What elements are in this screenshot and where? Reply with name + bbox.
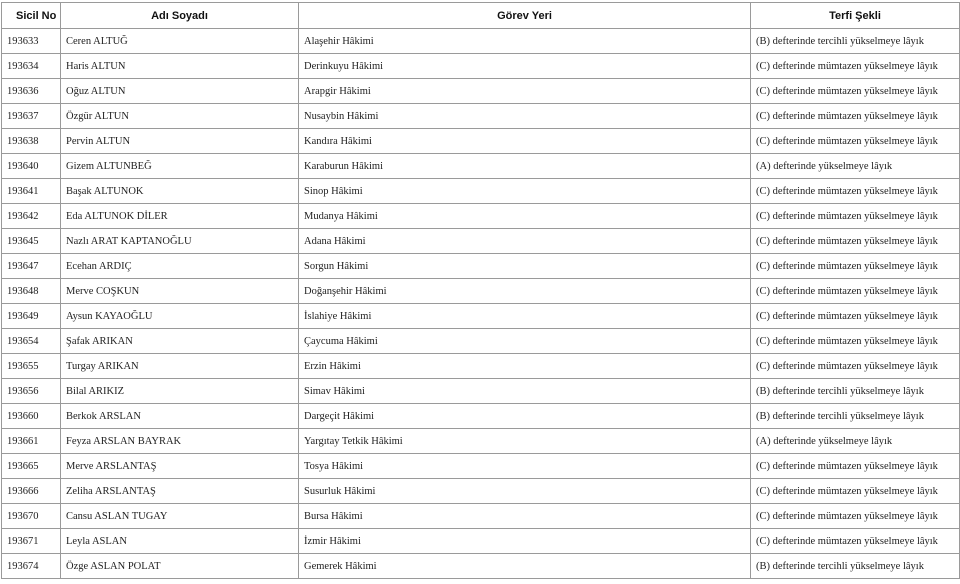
cell-terfi-sekli: (C) defterinde mümtazen yükselmeye lâyık [751,179,960,204]
cell-sicil-no: 193665 [2,454,61,479]
cell-sicil-no: 193636 [2,79,61,104]
cell-sicil-no: 193637 [2,104,61,129]
cell-gorev-yeri: Adana Hâkimi [299,229,751,254]
header-sicil-no: Sicil No [2,3,61,29]
table-row [2,479,960,504]
cell-terfi-sekli: (C) defterinde mümtazen yükselmeye lâyık [751,104,960,129]
cell-gorev-yeri: Dargeçit Hâkimi [299,404,751,429]
cell-terfi-sekli: (C) defterinde mümtazen yükselmeye lâyık [751,204,960,229]
cell-adi-soyadi: Merve ARSLANTAŞ [61,454,299,479]
header-gorev-yeri: Görev Yeri [299,3,751,29]
cell-gorev-yeri: Sorgun Hâkimi [299,254,751,279]
table-row [2,179,960,204]
table-row [2,254,960,279]
table-row [2,229,960,254]
cell-gorev-yeri: Arapgir Hâkimi [299,79,751,104]
cell-terfi-sekli: (C) defterinde mümtazen yükselmeye lâyık [751,79,960,104]
cell-sicil-no: 193648 [2,279,61,304]
cell-adi-soyadi: Berkok ARSLAN [61,404,299,429]
cell-sicil-no: 193661 [2,429,61,454]
cell-adi-soyadi: Leyla ASLAN [61,529,299,554]
cell-gorev-yeri: Çaycuma Hâkimi [299,329,751,354]
table-row [2,154,960,179]
cell-gorev-yeri: Tosya Hâkimi [299,454,751,479]
cell-adi-soyadi: Cansu ASLAN TUGAY [61,504,299,529]
cell-gorev-yeri: Doğanşehir Hâkimi [299,279,751,304]
cell-sicil-no: 193638 [2,129,61,154]
cell-gorev-yeri: Karaburun Hâkimi [299,154,751,179]
cell-sicil-no: 193660 [2,404,61,429]
cell-adi-soyadi: Nazlı ARAT KAPTANOĞLU [61,229,299,254]
cell-sicil-no: 193674 [2,554,61,579]
promotion-table [1,2,960,579]
cell-adi-soyadi: Turgay ARIKAN [61,354,299,379]
cell-gorev-yeri: Yargıtay Tetkik Hâkimi [299,429,751,454]
cell-terfi-sekli: (C) defterinde mümtazen yükselmeye lâyık [751,529,960,554]
cell-gorev-yeri: Simav Hâkimi [299,379,751,404]
table-row [2,54,960,79]
cell-sicil-no: 193656 [2,379,61,404]
table-row [2,504,960,529]
cell-sicil-no: 193642 [2,204,61,229]
table-row [2,429,960,454]
table-row [2,379,960,404]
cell-terfi-sekli: (C) defterinde mümtazen yükselmeye lâyık [751,129,960,154]
cell-terfi-sekli: (C) defterinde mümtazen yükselmeye lâyık [751,329,960,354]
cell-adi-soyadi: Özgür ALTUN [61,104,299,129]
cell-sicil-no: 193647 [2,254,61,279]
table-row [2,454,960,479]
table-row [2,79,960,104]
cell-adi-soyadi: Gizem ALTUNBEĞ [61,154,299,179]
header-adi-soyadi: Adı Soyadı [61,3,299,29]
table-row [2,529,960,554]
cell-gorev-yeri: İzmir Hâkimi [299,529,751,554]
table-row [2,554,960,579]
cell-adi-soyadi: Başak ALTUNOK [61,179,299,204]
cell-terfi-sekli: (C) defterinde mümtazen yükselmeye lâyık [751,254,960,279]
cell-sicil-no: 193645 [2,229,61,254]
cell-terfi-sekli: (C) defterinde mümtazen yükselmeye lâyık [751,504,960,529]
cell-terfi-sekli: (C) defterinde mümtazen yükselmeye lâyık [751,354,960,379]
table-row [2,129,960,154]
cell-terfi-sekli: (C) defterinde mümtazen yükselmeye lâyık [751,54,960,79]
table-row [2,279,960,304]
cell-sicil-no: 193666 [2,479,61,504]
cell-sicil-no: 193654 [2,329,61,354]
cell-gorev-yeri: Nusaybin Hâkimi [299,104,751,129]
cell-sicil-no: 193634 [2,54,61,79]
cell-gorev-yeri: Bursa Hâkimi [299,504,751,529]
cell-terfi-sekli: (C) defterinde mümtazen yükselmeye lâyık [751,454,960,479]
cell-adi-soyadi: Feyza ARSLAN BAYRAK [61,429,299,454]
cell-terfi-sekli: (C) defterinde mümtazen yükselmeye lâyık [751,279,960,304]
cell-adi-soyadi: Zeliha ARSLANTAŞ [61,479,299,504]
cell-adi-soyadi: Eda ALTUNOK DİLER [61,204,299,229]
cell-terfi-sekli: (B) defterinde tercihli yükselmeye lâyık [751,554,960,579]
cell-terfi-sekli: (C) defterinde mümtazen yükselmeye lâyık [751,229,960,254]
table-row [2,329,960,354]
cell-terfi-sekli: (B) defterinde tercihli yükselmeye lâyık [751,404,960,429]
cell-adi-soyadi: Aysun KAYAOĞLU [61,304,299,329]
table-row [2,404,960,429]
cell-gorev-yeri: İslahiye Hâkimi [299,304,751,329]
cell-terfi-sekli: (A) defterinde yükselmeye lâyık [751,429,960,454]
cell-terfi-sekli: (A) defterinde yükselmeye lâyık [751,154,960,179]
cell-gorev-yeri: Susurluk Hâkimi [299,479,751,504]
cell-adi-soyadi: Oğuz ALTUN [61,79,299,104]
cell-sicil-no: 193641 [2,179,61,204]
table-body [2,29,960,579]
cell-adi-soyadi: Merve COŞKUN [61,279,299,304]
cell-gorev-yeri: Gemerek Hâkimi [299,554,751,579]
cell-gorev-yeri: Derinkuyu Hâkimi [299,54,751,79]
table-row [2,204,960,229]
cell-adi-soyadi: Özge ASLAN POLAT [61,554,299,579]
cell-gorev-yeri: Alaşehir Hâkimi [299,29,751,54]
cell-gorev-yeri: Kandıra Hâkimi [299,129,751,154]
cell-sicil-no: 193671 [2,529,61,554]
cell-adi-soyadi: Ecehan ARDIÇ [61,254,299,279]
table-row [2,354,960,379]
cell-sicil-no: 193670 [2,504,61,529]
cell-sicil-no: 193633 [2,29,61,54]
cell-adi-soyadi: Haris ALTUN [61,54,299,79]
cell-gorev-yeri: Mudanya Hâkimi [299,204,751,229]
cell-terfi-sekli: (C) defterinde mümtazen yükselmeye lâyık [751,479,960,504]
cell-terfi-sekli: (B) defterinde tercihli yükselmeye lâyık [751,29,960,54]
cell-terfi-sekli: (B) defterinde tercihli yükselmeye lâyık [751,379,960,404]
table-row [2,29,960,54]
cell-sicil-no: 193649 [2,304,61,329]
cell-adi-soyadi: Bilal ARIKIZ [61,379,299,404]
cell-adi-soyadi: Şafak ARIKAN [61,329,299,354]
cell-terfi-sekli: (C) defterinde mümtazen yükselmeye lâyık [751,304,960,329]
table-row [2,104,960,129]
cell-adi-soyadi: Pervin ALTUN [61,129,299,154]
table-row [2,304,960,329]
cell-gorev-yeri: Sinop Hâkimi [299,179,751,204]
header-terfi-sekli: Terfi Şekli [751,3,960,29]
cell-gorev-yeri: Erzin Hâkimi [299,354,751,379]
cell-sicil-no: 193640 [2,154,61,179]
cell-sicil-no: 193655 [2,354,61,379]
cell-adi-soyadi: Ceren ALTUĞ [61,29,299,54]
table-header-row [2,3,960,29]
